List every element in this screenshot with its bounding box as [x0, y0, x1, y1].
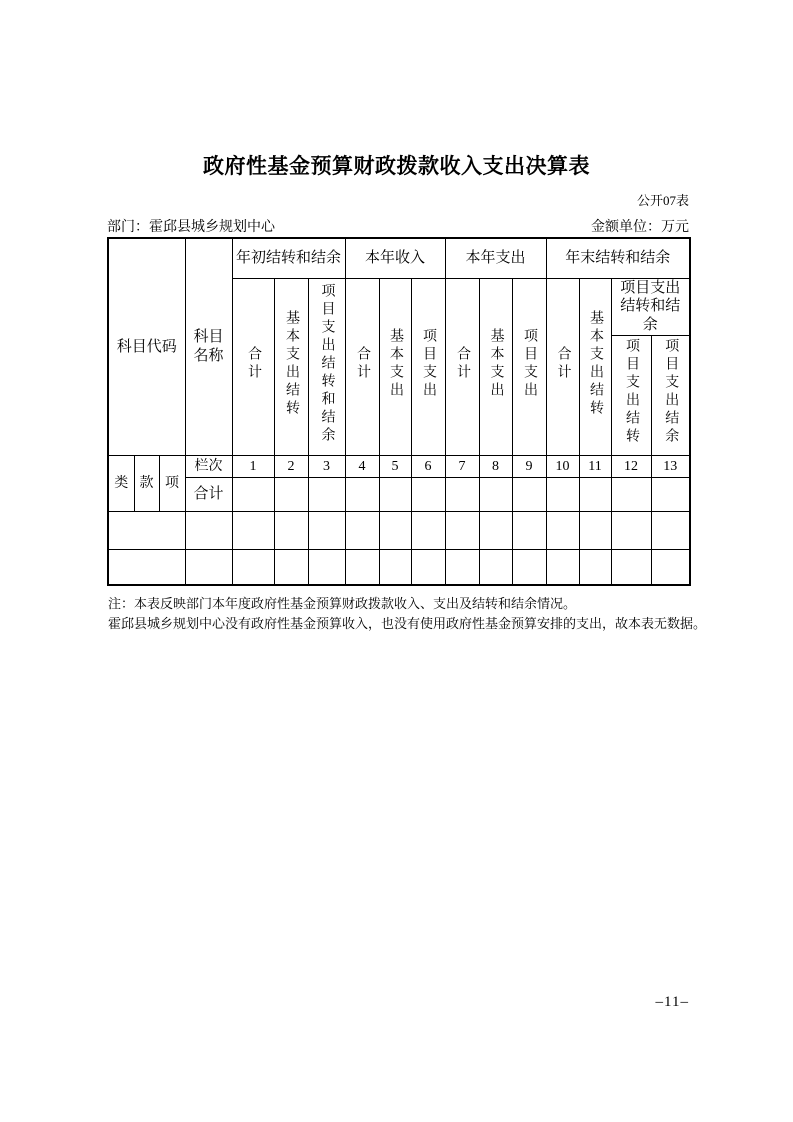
header-begin-project-carryover [308, 278, 345, 455]
header-begin-project-carryover-label: 项目支出结转和结余 [319, 282, 335, 445]
header-end-total [546, 278, 579, 455]
value-cell [411, 511, 445, 549]
code-cell [108, 549, 185, 585]
total-value-cell [232, 477, 274, 511]
total-value-cell [274, 477, 308, 511]
header-expense-basic-label: 基本支出 [488, 327, 504, 400]
column-number: 5 [379, 455, 411, 477]
header-expense-total [445, 278, 479, 455]
header-expense-basic [479, 278, 512, 455]
name-cell [185, 549, 232, 585]
header-end-project-carryforward-label: 项目支出结转 [624, 338, 640, 447]
total-value-cell [379, 477, 411, 511]
header-group-year-expense: 本年支出 [445, 238, 546, 278]
header-income-basic-label: 基本支出 [388, 327, 404, 400]
name-cell [185, 511, 232, 549]
value-cell [651, 549, 690, 585]
total-value-cell [479, 477, 512, 511]
header-begin-basic-carryover [274, 278, 308, 455]
header-end-project-balance-label: 项目支出结余 [663, 338, 679, 447]
value-cell [651, 511, 690, 549]
total-value-cell [308, 477, 345, 511]
value-cell [479, 549, 512, 585]
column-number: 1 [232, 455, 274, 477]
empty-data-row [108, 511, 690, 549]
column-number-row [108, 455, 690, 477]
column-number: 13 [651, 455, 690, 477]
value-cell [274, 511, 308, 549]
total-row-label: 合计 [185, 477, 232, 511]
total-row [108, 477, 690, 511]
total-value-cell [651, 477, 690, 511]
header-expense-project-label: 项目支出 [522, 327, 538, 400]
code-subcol-section: 款 [134, 455, 159, 511]
value-cell [512, 549, 546, 585]
note-line-1: 注：本表反映部门本年度政府性基金预算财政拨款收入、支出及结转和结余情况。 [108, 596, 577, 611]
value-cell [445, 549, 479, 585]
total-value-cell [611, 477, 651, 511]
header-income-project [411, 278, 445, 455]
notes-block [108, 594, 708, 634]
value-cell [579, 549, 611, 585]
column-number: 8 [479, 455, 512, 477]
header-end-project-balance [651, 335, 690, 455]
header-end-total-label: 合计 [555, 345, 571, 382]
value-cell [479, 511, 512, 549]
header-income-project-label: 项目支出 [421, 327, 437, 400]
total-value-cell [445, 477, 479, 511]
value-cell [345, 549, 379, 585]
meta-row [107, 216, 689, 236]
column-number: 12 [611, 455, 651, 477]
value-cell [611, 549, 651, 585]
unit-label: 金额单位：万元 [591, 220, 689, 235]
header-end-project-carryforward [611, 335, 651, 455]
value-cell [379, 511, 411, 549]
code-subcol-class: 类 [108, 455, 134, 511]
total-value-cell [512, 477, 546, 511]
value-cell [345, 511, 379, 549]
total-value-cell [546, 477, 579, 511]
header-group-year-income: 本年收入 [345, 238, 445, 278]
header-group-begin-balance: 年初结转和结余 [232, 238, 345, 278]
header-income-total [345, 278, 379, 455]
value-cell [445, 511, 479, 549]
page-title: 政府性基金预算财政拨款收入支出决算表 [203, 154, 590, 178]
empty-data-row [108, 549, 690, 585]
total-value-cell [411, 477, 445, 511]
value-cell [379, 549, 411, 585]
header-subject-name: 科目名称 [185, 238, 232, 455]
column-number: 9 [512, 455, 546, 477]
header-expense-project [512, 278, 546, 455]
value-cell [232, 549, 274, 585]
code-subcol-item: 项 [159, 455, 185, 511]
header-group-end-balance: 年末结转和结余 [546, 238, 690, 278]
header-subject-code: 科目代码 [108, 238, 185, 455]
header-end-basic-carryover-label: 基本支出结转 [588, 309, 604, 418]
column-number: 7 [445, 455, 479, 477]
value-cell [232, 511, 274, 549]
header-row-groups [108, 238, 690, 278]
header-end-basic-carryover [579, 278, 611, 455]
form-number-label: 公开07表 [636, 193, 689, 208]
value-cell [308, 511, 345, 549]
column-number: 10 [546, 455, 579, 477]
value-cell [512, 511, 546, 549]
header-end-project-subgroup: 项目支出结转和结余 [611, 278, 690, 335]
header-begin-basic-carryover-label: 基本支出结转 [284, 309, 300, 418]
total-value-cell [345, 477, 379, 511]
header-begin-total-label: 合计 [246, 345, 262, 382]
column-number: 3 [308, 455, 345, 477]
value-cell [611, 511, 651, 549]
code-cell [108, 511, 185, 549]
department-label: 部门：霍邱县城乡规划中心 [107, 220, 275, 235]
header-expense-total-label: 合计 [455, 345, 471, 382]
page-number: –11– [655, 994, 689, 1010]
header-income-basic [379, 278, 411, 455]
header-begin-total [232, 278, 274, 455]
column-number: 2 [274, 455, 308, 477]
fund-budget-table [107, 237, 691, 586]
column-number: 4 [345, 455, 379, 477]
header-income-total-label: 合计 [355, 345, 371, 382]
value-cell [411, 549, 445, 585]
note-line-2: 霍邱县城乡规划中心没有政府性基金预算收入，也没有使用政府性基金预算安排的支出，故本表无数据。 [108, 616, 707, 632]
value-cell [274, 549, 308, 585]
total-value-cell [579, 477, 611, 511]
value-cell [308, 549, 345, 585]
value-cell [546, 549, 579, 585]
column-number: 6 [411, 455, 445, 477]
lanci-label: 栏次 [185, 455, 232, 477]
column-number: 11 [579, 455, 611, 477]
value-cell [546, 511, 579, 549]
value-cell [579, 511, 611, 549]
